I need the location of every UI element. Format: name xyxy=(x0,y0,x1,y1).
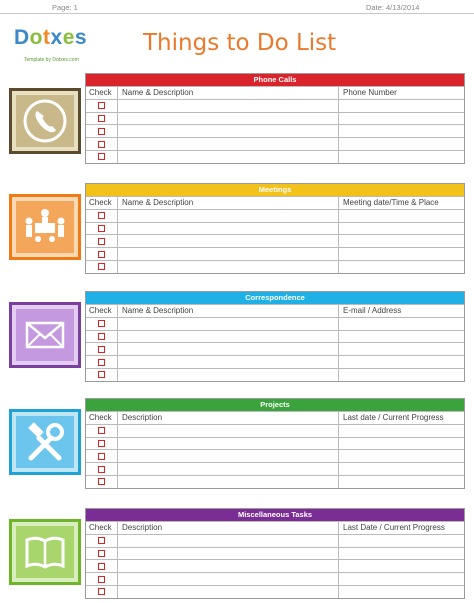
checkbox[interactable] xyxy=(98,440,105,447)
table-row xyxy=(86,475,464,488)
column-header: Last date / Current Progress xyxy=(343,413,444,422)
table-header-row xyxy=(86,521,464,534)
checkbox[interactable] xyxy=(98,576,105,583)
text-cell[interactable] xyxy=(339,463,464,475)
text-cell[interactable] xyxy=(118,438,339,450)
checkbox[interactable] xyxy=(98,346,105,353)
table-row xyxy=(86,330,464,343)
text-cell[interactable] xyxy=(339,369,464,381)
column-header: Last Date / Current Progress xyxy=(343,523,445,532)
text-cell[interactable] xyxy=(118,138,339,150)
checkbox[interactable] xyxy=(98,359,105,366)
table-row xyxy=(86,317,464,330)
miscellaneous-tasks-table xyxy=(85,508,465,599)
column-header: Check xyxy=(86,412,118,424)
text-cell[interactable] xyxy=(118,560,339,572)
text-cell[interactable] xyxy=(118,425,339,437)
checkbox[interactable] xyxy=(98,212,105,219)
text-cell[interactable] xyxy=(118,450,339,462)
text-cell[interactable] xyxy=(339,138,464,150)
text-cell[interactable] xyxy=(339,100,464,112)
meeting-icon xyxy=(21,203,69,251)
text-cell[interactable] xyxy=(118,223,339,235)
table-header-row xyxy=(86,411,464,424)
checkbox[interactable] xyxy=(98,427,105,434)
table-row xyxy=(86,424,464,437)
tools-icon-box xyxy=(9,409,81,475)
table-header-row xyxy=(86,196,464,209)
text-cell[interactable] xyxy=(118,113,339,125)
table-row xyxy=(86,449,464,462)
table-row xyxy=(86,437,464,450)
text-cell[interactable] xyxy=(118,261,339,273)
column-header: Description xyxy=(118,412,339,424)
text-cell[interactable] xyxy=(118,331,339,343)
text-cell[interactable] xyxy=(118,343,339,355)
tools-icon xyxy=(21,418,69,466)
correspondence-table xyxy=(85,291,465,382)
column-header: Name & Description xyxy=(118,197,339,209)
column-header: Phone Number xyxy=(343,88,397,97)
column-header: Check xyxy=(86,197,118,209)
envelope-icon-box xyxy=(9,302,81,368)
page-title: Things to Do List xyxy=(143,30,337,56)
text-cell[interactable] xyxy=(118,210,339,222)
text-cell[interactable] xyxy=(118,548,339,560)
logo-tagline: Template by Dotxes.com xyxy=(24,57,79,63)
checkbox[interactable] xyxy=(98,238,105,245)
text-cell[interactable] xyxy=(339,113,464,125)
page-date: Date: 4/13/2014 xyxy=(366,3,420,12)
column-header: Check xyxy=(86,522,118,534)
logo-text: Dotxes xyxy=(14,26,88,49)
table-row xyxy=(86,209,464,222)
envelope-icon xyxy=(21,311,69,359)
table-row xyxy=(86,124,464,137)
table-row xyxy=(86,260,464,273)
table-row xyxy=(86,234,464,247)
table-title: Projects xyxy=(86,399,464,411)
column-header: Check xyxy=(86,87,118,99)
text-cell[interactable] xyxy=(118,586,339,598)
table-row xyxy=(86,99,464,112)
book-icon xyxy=(21,528,69,576)
table-title: Correspondence xyxy=(86,292,464,304)
text-cell[interactable] xyxy=(339,210,464,222)
text-cell[interactable] xyxy=(118,356,339,368)
text-cell[interactable] xyxy=(339,560,464,572)
text-cell[interactable] xyxy=(339,318,464,330)
text-cell[interactable] xyxy=(339,248,464,260)
text-cell[interactable] xyxy=(339,151,464,163)
table-row xyxy=(86,150,464,163)
table-row xyxy=(86,559,464,572)
table-header-row xyxy=(86,304,464,317)
text-cell[interactable] xyxy=(118,151,339,163)
text-cell[interactable] xyxy=(118,535,339,547)
text-cell[interactable] xyxy=(339,586,464,598)
table-header-row xyxy=(86,86,464,99)
column-header: Check xyxy=(86,305,118,317)
text-cell[interactable] xyxy=(339,261,464,273)
checkbox[interactable] xyxy=(98,320,105,327)
text-cell[interactable] xyxy=(118,125,339,137)
column-header: Name & Description xyxy=(118,87,339,99)
checkbox[interactable] xyxy=(98,251,105,258)
checkbox[interactable] xyxy=(98,371,105,378)
column-header: Name & Description xyxy=(118,305,339,317)
table-row xyxy=(86,137,464,150)
text-cell[interactable] xyxy=(339,125,464,137)
checkbox[interactable] xyxy=(98,141,105,148)
checkbox[interactable] xyxy=(98,588,105,595)
table-row xyxy=(86,222,464,235)
checkbox[interactable] xyxy=(98,478,105,485)
text-cell[interactable] xyxy=(339,425,464,437)
column-header: E-mail / Address xyxy=(343,306,402,315)
table-row xyxy=(86,112,464,125)
projects-table xyxy=(85,398,465,489)
checkbox[interactable] xyxy=(98,128,105,135)
checkbox[interactable] xyxy=(98,537,105,544)
checkbox[interactable] xyxy=(98,102,105,109)
meetings-table xyxy=(85,183,465,274)
text-cell[interactable] xyxy=(339,450,464,462)
text-cell[interactable] xyxy=(118,476,339,488)
text-cell[interactable] xyxy=(118,100,339,112)
phone-icon xyxy=(21,97,69,145)
column-header: Meeting date/Time & Place xyxy=(343,198,439,207)
page-header-bar xyxy=(0,0,474,14)
text-cell[interactable] xyxy=(339,573,464,585)
table-row xyxy=(86,572,464,585)
text-cell[interactable] xyxy=(118,248,339,260)
checkbox[interactable] xyxy=(98,225,105,232)
text-cell[interactable] xyxy=(339,235,464,247)
checkbox[interactable] xyxy=(98,333,105,340)
text-cell[interactable] xyxy=(339,548,464,560)
book-icon-box xyxy=(9,519,81,585)
text-cell[interactable] xyxy=(339,476,464,488)
table-title: Miscellaneous Tasks xyxy=(86,509,464,521)
text-cell[interactable] xyxy=(339,356,464,368)
phone-calls-table xyxy=(85,73,465,164)
table-row xyxy=(86,547,464,560)
page-number: Page: 1 xyxy=(52,3,78,12)
text-cell[interactable] xyxy=(339,343,464,355)
table-row xyxy=(86,342,464,355)
column-header: Description xyxy=(118,522,339,534)
checkbox[interactable] xyxy=(98,466,105,473)
table-row xyxy=(86,534,464,547)
text-cell[interactable] xyxy=(118,463,339,475)
checkbox[interactable] xyxy=(98,453,105,460)
table-row xyxy=(86,247,464,260)
table-row xyxy=(86,462,464,475)
text-cell[interactable] xyxy=(118,235,339,247)
text-cell[interactable] xyxy=(339,223,464,235)
phone-icon-box xyxy=(9,88,81,154)
text-cell[interactable] xyxy=(118,369,339,381)
table-title: Meetings xyxy=(86,184,464,196)
meeting-icon-box xyxy=(9,194,81,260)
dotxes-logo xyxy=(14,26,94,66)
table-row xyxy=(86,368,464,381)
table-row xyxy=(86,355,464,368)
text-cell[interactable] xyxy=(339,535,464,547)
text-cell[interactable] xyxy=(339,331,464,343)
checkbox[interactable] xyxy=(98,263,105,270)
table-title: Phone Calls xyxy=(86,74,464,86)
checkbox[interactable] xyxy=(98,115,105,122)
table-row xyxy=(86,585,464,598)
text-cell[interactable] xyxy=(118,318,339,330)
checkbox[interactable] xyxy=(98,563,105,570)
checkbox[interactable] xyxy=(98,550,105,557)
text-cell[interactable] xyxy=(118,573,339,585)
text-cell[interactable] xyxy=(339,438,464,450)
checkbox[interactable] xyxy=(98,153,105,160)
